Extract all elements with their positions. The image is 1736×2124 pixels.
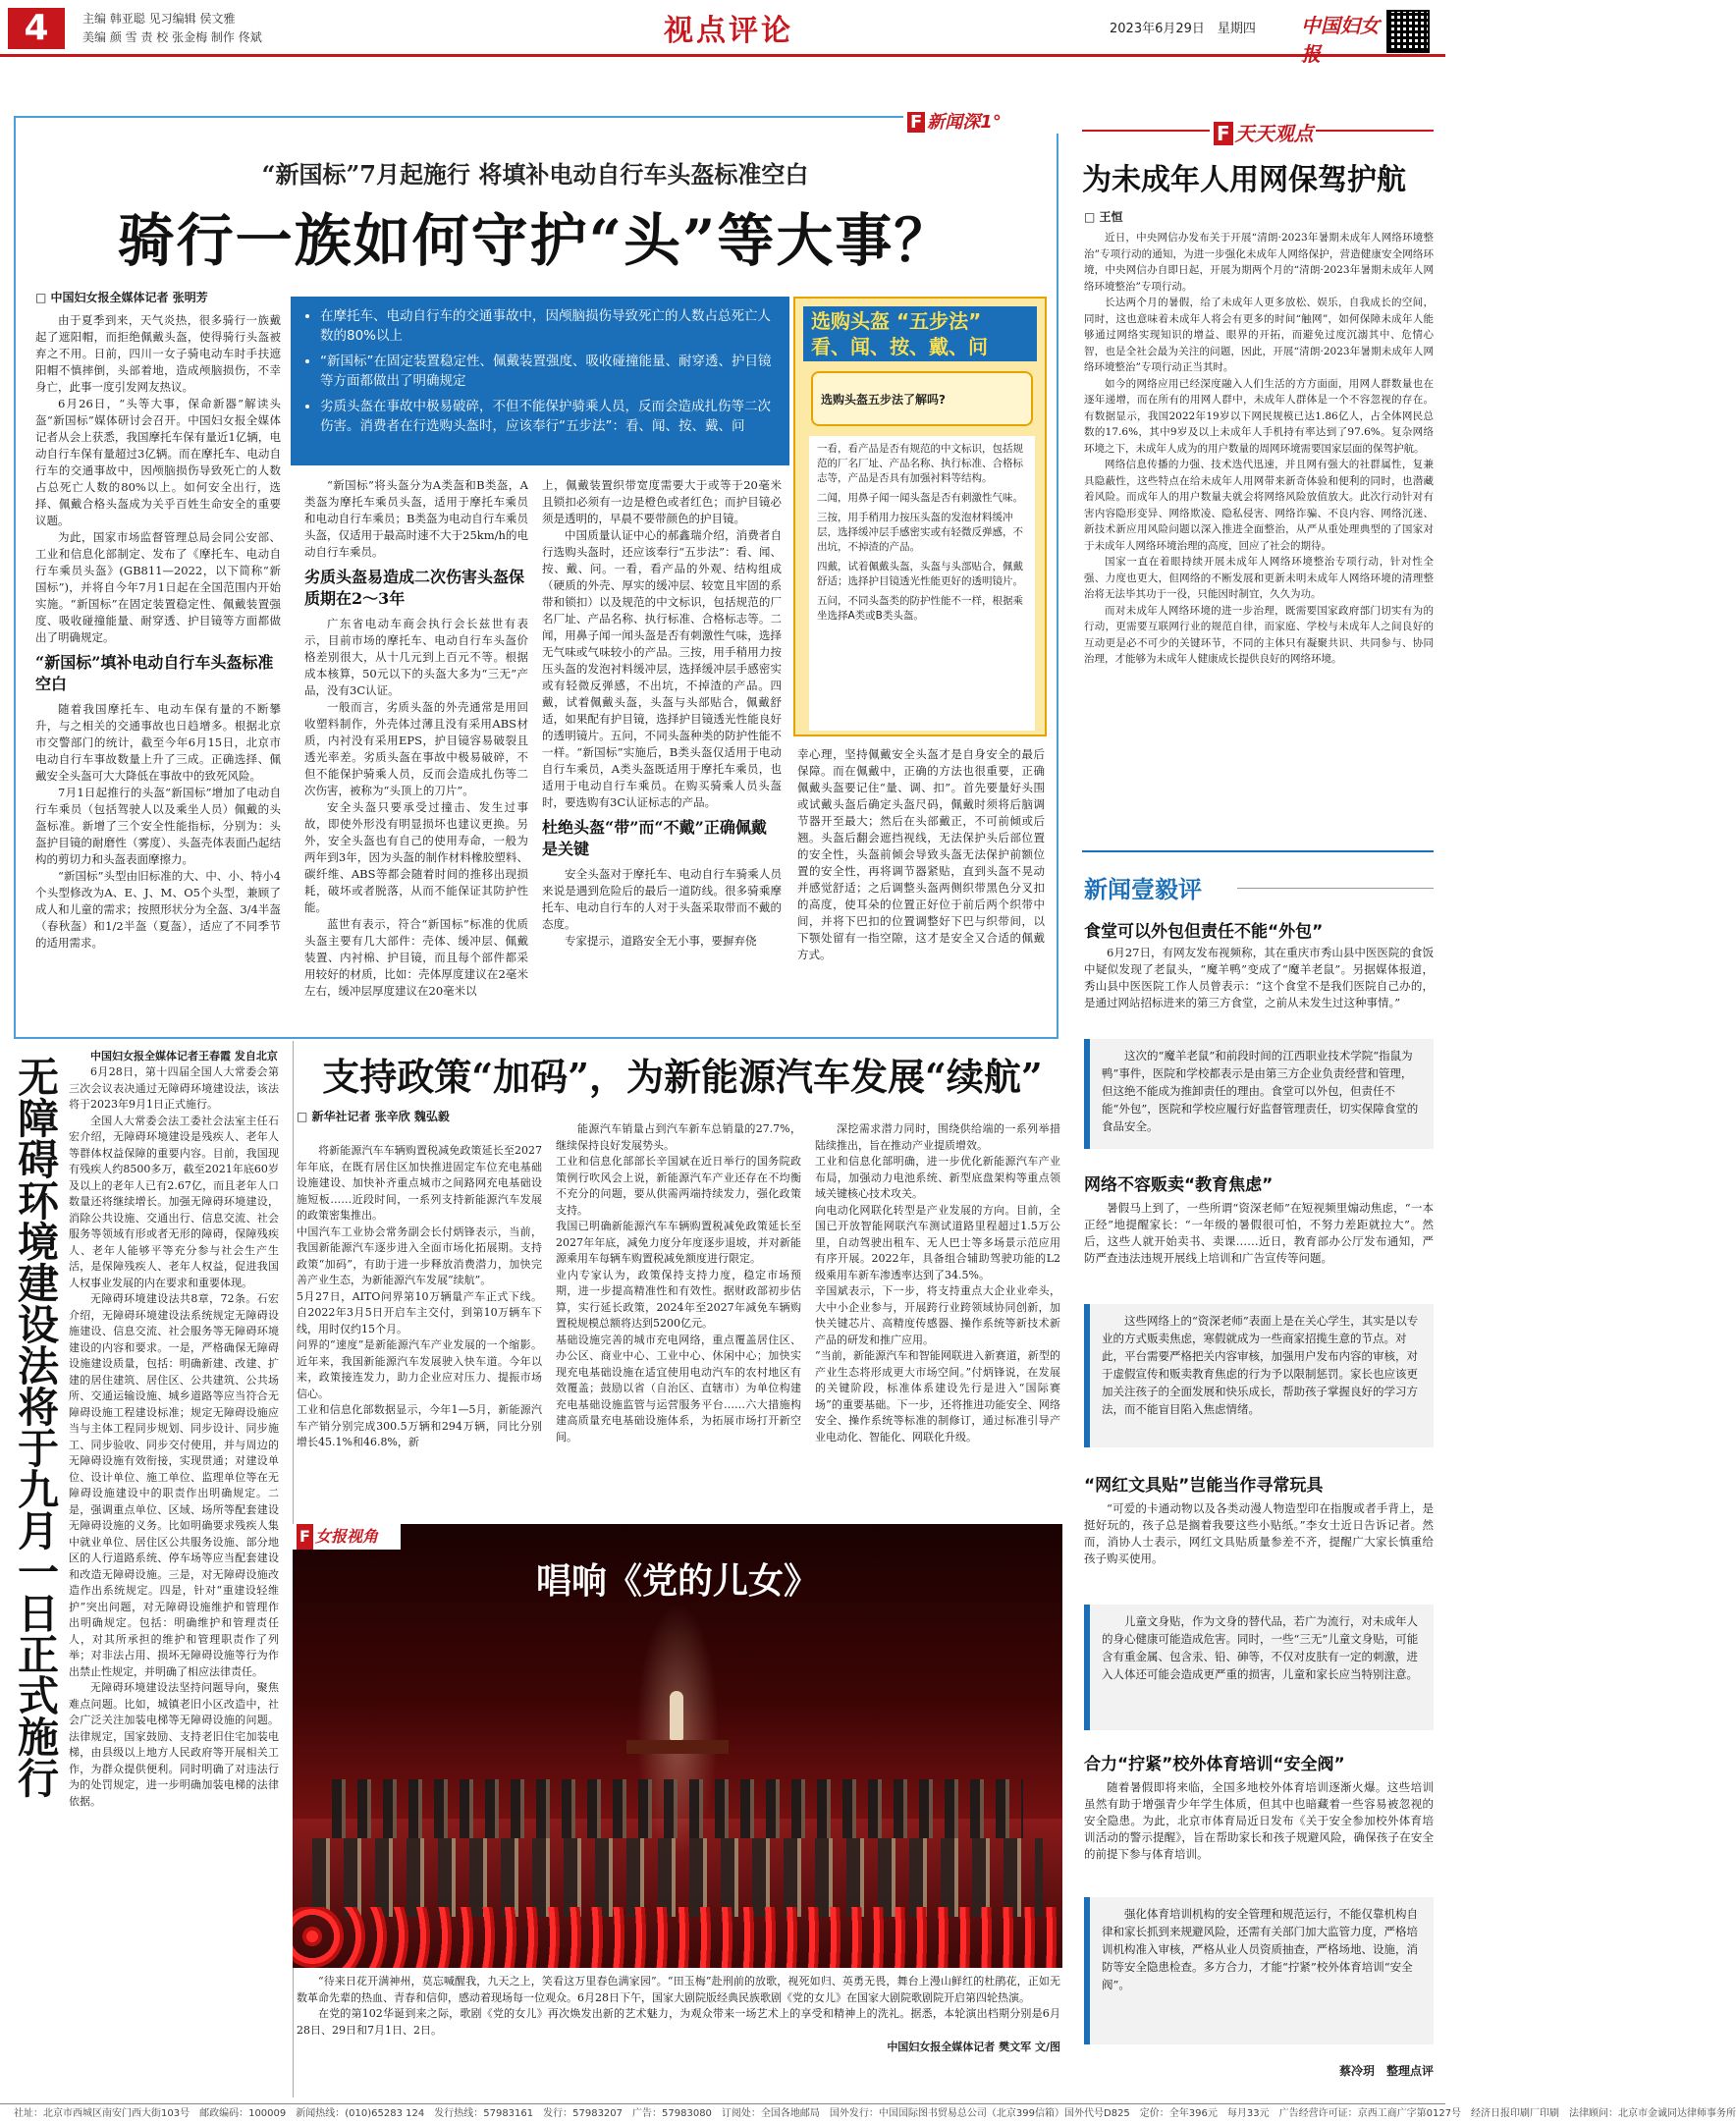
section-name: 视点评论	[664, 14, 793, 48]
paragraph: 中国质量认证中心的郝鑫瑞介绍，消费者自行选购头盔时，还应该奉行“五步法”：看、闻、按、戴、问。一看，看产品的外观、结构组成（硬质的外壳、厚实的缓冲层、较宽且牢固的系带和锁扣）以及规范的中文标识，包括规范的厂名厂址、产品名称、执行标准、合格标志等。二闻，用鼻子闻一闻头盔是否有刺激性气味，选择无气味或气味较小的产品。三按，用手稍用力按压头盔的发泡衬料缓冲层，选择缓冲层手感密实或有轻微反弹感，不出坑，不掉渣的产品。四戴，试着佩戴头盔，头盔与头部贴合，佩戴舒适，如果配有护目镜，选择护目镜透光性能良好的透明镜片。五问，不同头盔种类的防护性能不一样。“新国标”实施后，B类头盔仅适用于电动自行车乘员，A类头盔既适用于摩托车乘员，也适用于电动自行车乘员。在购买骑乘人员头盔时，要选购有3C认证标志的产品。	[542, 528, 782, 809]
feature-headline: 骑行一族如何守护“头”等大事？	[117, 207, 953, 274]
paragraph: 随着我国摩托车、电动车保有量的不断攀升，与之相关的交通事故也日趋增多。根据北京市交警部门的统计，截至今年6月15日，北京市电动自行车事故数量上升了三成。正确选择、佩戴安全头盔可大大降低在事故中的致死风险。	[35, 702, 281, 783]
article-byline: 中国妇女报全媒体记者王春霞 发自北京	[90, 1050, 278, 1062]
editorial-byline: □ 王恒	[1084, 210, 1123, 224]
paragraph: 将新能源汽车车辆购置税减免政策延长至2027年年底，在既有居住区加快推进固定车位充电基础设施建设、加快补齐重点城市之间路网充电基础设施短板……近段时间，一系列支持新能源汽车发展的政策密集推出。 中国汽车工业协会常务副会长付炳锋表示，当前，我国新能源汽车逐步进入全面市场化拓展期。支持政策“加码”，有助于进一步释放消费潜力，加快完善产业生态，为新能源汽车发展“续航”。 5月27日，AITO问界第10万辆量产车正式下线。自2022年3月5日开启车主交付，到第10万辆车下线，用时仅约15个月。 问界的“速度”是新能源汽车产业发展的一个缩影。近年来，我国新能源汽车发展驶入快车道。今年以来，政策接连发力，助力企业应对压力、提振市场信心。 工业和信息化部数据显示，今年1—5月，新能源汽车产销分别完成300.5万辆和294万辆，同比分别增长45.1%和46.8%，新	[297, 1144, 542, 1448]
feature-column-tag	[903, 108, 1060, 134]
paragraph: “新国标”将头盔分为A类盔和B类盔，A类盔为摩托车乘员头盔，适用于摩托车乘员和电动自行车乘员；B类盔为电动自行车乘员头盔，仅适用于最高时速不大于25km/h的电动自行车乘员。	[304, 478, 528, 559]
paragraph: 专家提示，道路安全无小事，要摒弃侥	[565, 934, 757, 948]
paragraph: 深挖需求潜力同时，围绕供给端的一系列举措陆续推出，旨在推动产业提质增效。 工业和信息化部明确，进一步优化新能源汽车产业布局，加强动力电池系统、新型底盘架构等重点领域关键核心技术攻关。 向电动化网联化转型是产业发展的方向。目前，全国已开放智能网联汽车测试道路里程超过1.5万公里，自动驾驶出租车、无人巴士等多场景示范应用有序开展。2022年，具备组合辅助驾驶功能的L2级乘用车新车渗透率达到了34.5%。 辛国斌表示，下一步，将支持重点大企业业牵头，大中小企业参与，开展跨行业跨领域协同创新，加快关键芯片、高精度传感器、操作系统等新技术新产品的研发和推广应用。 “当前，新能源汽车和智能网联进入新赛道，新型的产业生态将形成更大市场空间。”付炳锋说，在发展的关键阶段，标准体系建设先行是进入“国际赛场”的重要基础。下一步，还将推进功能安全、网络安全、操作系统等标准的制修订，通过标准引导产业电动化、智能化、网联化升级。	[815, 1122, 1060, 1443]
opera-stage-photo	[293, 1524, 1062, 1968]
commentary-body	[1084, 945, 1434, 1029]
paragraph: 由于夏季到来，天气炎热，很多骑行一族戴起了遮阳帽，而拒绝佩戴头盔，使得骑行头盔被弃之不用。日前，四川一女子骑电动车时手扶遮阳帽不慎摔倒，头部着地，造成颅脑损伤，不幸身亡，此事一度引发网友热议。	[35, 313, 281, 394]
paragraph: 安全头盔对于摩托车、电动自行车骑乘人员来说是遇到危险后的最后一道防线。很多骑乘摩托车、电动自行车的人对于头盔采取带而不戴的态度。	[542, 867, 782, 931]
editorial-body	[1084, 230, 1434, 837]
key-point: • 在摩托车、电动自行车的交通事故中，因颅脑损伤导致死亡的人数占总死亡人数的80%以上	[320, 306, 776, 346]
step-item: 四戴，试着佩戴头盔，头盔与头部贴合，佩戴舒适；选择护目镜透光性能更好的透明镜片。	[817, 561, 1023, 587]
column-tag-letter: F	[1214, 122, 1233, 145]
masthead	[0, 0, 1445, 66]
commentary-body	[1084, 1779, 1434, 1887]
infographic-question: 选购头盔五步法了解吗?	[811, 371, 1033, 426]
column-tag-text: 女报视角	[314, 1527, 378, 1546]
paragraph: 幸心理，坚持佩戴安全头盔才是自身安全的最后保障。而在佩戴中，正确的方法也很重要，正确佩戴头盔要记住“量、调、扣”。首先要量好头围或试戴头盔后确定头盔尺码，佩戴时须将后脑调节器开至最大；然后在头部戴正，不可前倾或后翘。头盔后翻会遮挡视线，无法保护头后部位置的安全性，头盔前倾会导致头盔无法保护前额位置的安全性，再将调节器紧贴，直到头盔不晃动并感觉舒适；之后调整头盔两侧织带黑色分叉扣的高度，使耳朵的位置正好位于前后两个织带中间，并将下巴扣的位置调整好下巴与织带间，以下颚处留有一指空隙，这才是安全又合适的佩戴方式。	[797, 747, 1045, 961]
photo-caption: “待来日花开满神州，莫忘喊醒我，九天之上，笑看这万里春色满家园”。“田玉梅”赴刑前的放歌，视死如归、英勇无畏，舞台上漫山鲜红的杜鹃花，正如无数革命先辈的热血、青春和信仰，感动着现场每一位观众。6月28日下午，国家大剧院版经典民族歌剧《党的女儿》在国家大剧院歌剧院开启第四轮热演。	[297, 1975, 1060, 2004]
infographic-steps	[809, 436, 1035, 731]
column-tag-text: 天天观点	[1234, 122, 1314, 145]
feature-column-3	[542, 477, 782, 1029]
paragraph: “新国标”头型由旧标准的大、中、小、特小4个头型修改为A、E、J、M、O5个头型，兼顾了成人和儿童的需求；按照形状分为全盔、3/4半盔（春秋盔）和1/2半盔（夏盔），适应了不同季节的适用需求。	[35, 869, 281, 950]
feature-kicker: “新国标”7月起施行 将填补电动自行车头盔标准空白	[261, 160, 809, 189]
helmet-guide-infographic	[793, 297, 1047, 736]
lead-singer-figure	[670, 1691, 683, 1740]
page-number: 4	[8, 8, 65, 49]
photo-title: 唱响《党的儿女》	[535, 1560, 819, 1602]
feature-column-2	[304, 477, 528, 1029]
paragraph: 近日，中央网信办发布关于开展“清朗·2023年暑期未成年人网络环境整治”专项行动的通知，为进一步强化未成年人网络保护，营造健康安全网络环境，中央网信办自即日起，开展为期两个月的“清朗·2023年暑期未成年人网络环境整治”专项行动。	[1084, 232, 1434, 293]
paragraph: 如今的网络应用已经深度融入人们生活的方方面面，用网人群数量也在逐年递增，而在所有的用网人群中，未成年人群体是一个不容忽视的存在。有数据显示，我国2022年19岁以下网民规模已达1.86亿人，占全体网民总数的17.6%，其中9岁及以上未成年人手机持有率达到了97.6%。复杂网络环境之下，未成年人成为的用户数量的周网环境需要国家层面的保驾护航。	[1084, 377, 1434, 455]
nev-column-2	[556, 1108, 801, 1512]
subheading: 劣质头盔易造成二次伤害头盔保质期在2～3年	[304, 568, 525, 608]
chorus-back-row	[332, 1779, 1023, 1838]
step-item: 五问，不同头盔类的防护性能不一样，根据乘坐选择A类或B类头盔。	[817, 595, 1023, 622]
paragraph: 6月26日，“头等大事，保命新器”解读头盔“新国标”媒体研讨会召开。中国妇女报全媒体记者从会上获悉，我国摩托车保有量近1亿辆，电动自行车保有量超过3亿辆。而在摩托车、电动自行车的交通事故中，因颅脑损伤导致死亡的人数占总死亡人数的80%以上。如何安全出行，选择、佩戴合格头盔成为关乎百姓生命安全的重要议题。	[35, 397, 281, 527]
editorial-title: 为未成年人用网保驾护航	[1082, 163, 1406, 197]
vertical-headline: 无障碍环境建设法将于九月一日正式施行	[12, 1056, 60, 1798]
divider	[1082, 130, 1210, 132]
paragraph: 全国人大常委会法工委社会法室主任石宏介绍，无障碍环境建设是残疾人、老年人等群体权益保障的重要内容。目前，我国现有残疾人约8500多万，截至2021年底60岁及以上的老年人已有2.67亿，而且老年人口数量还将继续增长。加强无障碍环境建设，消除公共设施、交通出行、信息交流、社会服务等领域有形或者无形的障碍，保障残疾人、老年人能够平等充分参与社会生产生活，是保障残疾人、老年人权益，促进我国人权事业发展的内在要求和重要体现。	[69, 1114, 279, 1289]
footer-imprint: 社址：北京市西城区南安门西大街103号 邮政编码：100009 新闻热线：(010)65283 124 发行热线：57983161 发行：57983207 广告：57983080 订阅处：全国各地邮局 国外发行：中国国际图书贸易总公司（北京399信箱）国外代号D825 定价：全年396元 每月33元 广告经营许可证：京西工商广字第0127号 经济日报印刷厂印刷 法律顾问：北京市金诚同达律师事务所	[0, 2103, 1445, 2124]
paragraph: 6月27日，有网友发布视频称，其在重庆市秀山县中医医院的食饭中疑似发现了老鼠头，“魔羊鸭”变成了“魔羊老鼠”。另据媒体报道，秀山县中医医院工作人员曾表示：“这个食堂不是我们医院自己办的，是通过网站招标进来的第三方食堂，之前从未发生过这种事情。”	[1084, 946, 1434, 1009]
step-item: 三按，用手稍用力按压头盔的发泡材料缓冲层，选择缓冲层手感密实或有轻微反弹感，不出坑，不掉渣的产品。	[817, 512, 1023, 553]
photo-caption-block	[297, 1974, 1060, 2099]
paragraph: 网络信息传播的力强、技术迭代迅速，并且网有强大的社群属性，复兼具隐蔽性，这些特点在给未成年人用网带来新奇体验和便利的同时，也潜藏着风险。而成年人的用户数量夫就会将网络风险放值放大。此次行动针对有害内容隐形变异、网络欺凌、隐私侵害、网络诈骗、不良内容、网络沉迷、新技术新应用风险问题以深入推进全面整治，从严从重处理典型的了国家对于未成年人网络环境治理的高度，回应了社会的期待。	[1084, 459, 1434, 552]
commentary-quote: 这些网络上的“资深老师”表面上是在关心学生，其实是以专业的方式贩卖焦虑，寒假就成为一些商家招揽生意的节点。对此，平台需要严格把关内容审核，加强用户发布内容的审核，对于虚假宣传和贩卖教育焦虑的行为予以限制惩罚。家长也应该更加关注孩子的全面发展和快乐成长，帮助孩子掌握良好的学习方法，而不能盲目陷入焦虑情绪。	[1084, 1304, 1434, 1447]
paragraph: 6月28日，第十四届全国人大常委会第三次会议表决通过无障碍环境建设法，该法将于2023年9月1日正式施行。	[69, 1065, 279, 1111]
commentary-title: 网络不容贩卖“教育焦虑”	[1084, 1175, 1274, 1195]
subheading: 杜绝头盔“带”而“不戴”正确佩戴是关键	[542, 818, 767, 858]
commentary-title: “网红文具贴”岂能当作寻常玩具	[1084, 1476, 1324, 1496]
feature-column-1	[35, 312, 281, 1029]
paragraph: 上，佩戴装置织带宽度需要大于或等于20毫米且锁扣必须有一边是橙色或者红色；而护目镜必须是透明的，早晨不要带颜色的护目镜。	[542, 478, 782, 525]
paragraph: 长达两个月的暑假，给了未成年人更多放松、娱乐，自我成长的空间，同时，这也意味着未成年人将会有更多的时间“触网”，如何保障未成年人能够通过网络实现知识的增益、眼界的开拓，而避免过度沉溺其中、危情心智，也是全社会最为关注的问题，因此，开展“清朗·2023年暑期未成年人网络环境整治”专项行动正当其时。	[1084, 297, 1434, 373]
paragraph: “可爱的卡通动物以及各类动漫人物造型印在指腹或者手背上，是挺好玩的，孩子总是搁着我要这些小贴纸。”李女士近日告诉记者。然而，消协人士表示，网红文具贴质量参差不齐，提醒广大家长慎重给孩子购买使用。	[1084, 1501, 1434, 1565]
accessibility-law-article	[69, 1049, 279, 2099]
key-point: • “新国标”在固定装置稳定性、佩戴装置强度、吸收碰撞能量、耐穿透、护目镜等方面都做出了明确规定	[320, 352, 776, 391]
nev-headline: 支持政策“加码”，为新能源汽车发展“续航”	[322, 1055, 1043, 1099]
commentary-quote: 儿童文身贴，作为文身的替代品，若广为流行，对未成年人的身心健康可能造成危害。同时，一些“三无”儿童文身贴，可能含有重金属、包含汞、铅、砷等，不仅对皮肤有一定的刺激，进入人体还可能会造成更严重的损害，儿童和家长应当特别注意。	[1084, 1605, 1434, 1730]
key-points-box	[291, 297, 789, 465]
divider	[1237, 888, 1434, 889]
vertical-article-bottom	[0, 1980, 285, 2099]
issue-date: 2023年6月29日 星期四	[1110, 22, 1256, 36]
editor-credits	[82, 10, 338, 47]
column-tag-letter: F	[907, 112, 925, 133]
feature-byline: □ 中国妇女报全媒体记者 张明芳	[35, 291, 208, 304]
commentary-title: 食堂可以外包但责任不能“外包”	[1084, 922, 1324, 942]
commentary-body	[1084, 1500, 1434, 1593]
editors-line-2: 美编 颜 雪 责 校 张金梅 制作 佟斌	[82, 30, 262, 44]
photo-caption-2: 在党的第102华诞到来之际，歌剧《党的女儿》再次焕发出新的艺术魅力，为观众带来一场艺术上的享受和精神上的洗礼。据悉，本轮演出档期分别是6月28日、29日和7月1日、2日。	[297, 2007, 1060, 2037]
nev-byline: □ 新华社记者 张辛欣 魏弘毅	[297, 1110, 450, 1123]
azalea-flowers	[293, 1907, 1062, 1968]
paragraph: 暑假马上到了，一些所谓“资深老师”在短视频里煽动焦虑，“一本正经”地提醒家长：“一年级的暑假很可怕，不努力差距就拉大”。然后，这些人就开始卖书、卖课……近日，教育部办公厅发布通知，严防严查违法违规开展线上培训和广告宣传等问题。	[1084, 1201, 1434, 1265]
paragraph: 一般而言，劣质头盔的外壳通常是用回收塑料制作，外壳体过薄且没有采用ABS材质，内衬没有采用EPS，护目镜容易破裂且透光率差。劣质头盔在事故中极易破碎，不但不能保护骑乘人员，反而会造成扎伤等二次伤害，被称为“头顶上的刀片”。	[304, 700, 528, 797]
editors-line-1: 主编 韩亚聪 见习编辑 侯文雅	[82, 12, 236, 26]
paragraph: 7月1日起推行的头盔“新国标”增加了电动自行车乘员（包括驾驶人以及乘坐人员）佩戴的头盔标准。新增了三个安全性能指标，分别为：头盔护目镜的耐磨性（雾度）、头盔壳体表面凸起结构的剪切力和头盔表面摩擦力。	[35, 786, 281, 866]
feature-column-4	[797, 746, 1045, 1029]
photo-column-tag	[293, 1524, 401, 1550]
paragraph: 为此，国家市场监督管理总局会同公安部、工业和信息化部制定、发布了《摩托车、电动自行车乘员头盔》(GB811—2022，以下简称“新国标”)，并将自今年7月1日起在全国范围内开始实施。“新国标”在固定装置稳定性、佩戴装置强度、吸收碰撞能量、耐穿透、护目镜等方面都做出了明确规定。	[35, 530, 281, 644]
column-tag-text: 新闻深1°	[927, 112, 1002, 133]
photo-credit: 中国妇女报全媒体记者 樊文军 文/图	[887, 2041, 1060, 2053]
nev-column-1	[297, 1129, 542, 1512]
right-column-tag	[1214, 118, 1420, 146]
step-item: 二闻，用鼻子闻一闻头盔是否有刺激性气味。	[817, 492, 1023, 504]
key-point: • 劣质头盔在事故中极易破碎，不但不能保护骑乘人员，反而会造成扎伤等二次伤害。消费者在行选购头盔时，应该奉行“五步法”：看、闻、按、戴、问	[320, 397, 776, 436]
paragraph: 国家一直在着眼持续开展未成年人网络环境整治专项行动，针对性全强、力度也更大，但网络的不断发展和更新未明未成年人网络环境的清理整治将无法毕其功于一役，只能因时制宜，久久为功。	[1084, 556, 1434, 600]
subheading: “新国标”填补电动自行车头盔标准空白	[35, 653, 274, 693]
key-points-list	[304, 306, 776, 436]
chorus-front-row	[312, 1838, 1043, 1917]
paragraph: 无障碍环境建设法坚持问题导向，聚焦难点问题。比如，城镇老旧小区改造中，社会广泛关注加装电梯等无障碍设施的问题。法律规定，国家鼓励、支持老旧住宅加装电梯，由县级以上地方人民政府等开展相关工作，为群众提供便利。同时明确了对违法行为的处罚规定，进一步明确加装电梯的法律依据。	[69, 1681, 279, 1808]
nev-column-3	[815, 1108, 1060, 1512]
paragraph: 广东省电动车商会执行会长兹世有表示，目前市场的摩托车、电动自行车头盔价格差别很大，从十几元到上百元不等。根据成本核算，50元以下的头盔大多为“三无”产品，没有3C认证。	[304, 617, 528, 697]
paragraph: 安全头盔只要承受过撞击、发生过事故，即使外形没有明显损坏也建议更换。另外，安全头盔也有自己的使用寿命，一般为两年到3年，因为头盔的制作材料橡胶塑料、碳纤维、ABS等都会随着时间的推移出现损耗，破坏或者脱落，从而不能保证其防护性能。	[304, 800, 528, 914]
divider	[1082, 850, 1434, 852]
infographic-header	[803, 306, 1037, 361]
divider	[1316, 130, 1434, 132]
commentary-body	[1084, 1200, 1434, 1292]
brand-logo: 中国妇女报	[1301, 14, 1380, 66]
paragraph: 无障碍环境建设法共8章，72条。石宏介绍，无障碍环境建设法系统规定无障碍设施建设、信息交流、社会服务等无障碍环境建设的内容和要求。一是，严格确保无障碍设施建设质量，包括：明确新建、改建、扩建的居住建筑、居住区、公共建筑、公共场所、交通运输设施、城乡道路等应当符合无障碍设施工程建设标准；规定无障碍设施应当与主体工程同步规划、同步设计、同步施工、同步验收、同步交付使用，并与周边的无障碍设施有效衔接，实现贯通；对建设单位、设计单位、施工单位、监理单位等在无障碍设施建设中的职责作出明确规定。二是，强调重点单位、区域、场所等配套建设无障碍设施的义务。比如明确要求残疾人集中就业单位、居住区公共服务设施、部分地区的人行道路系统、停车场等应当配套建设和改造无障碍设施。三是，对无障碍设施改造作出系统规定。四是，针对“重建设轻维护”突出问题，对无障碍设施维护和管理作出明确规定。包括：明确维护和管理责任人，对其所承担的维护和管理职责作了列举；对非法占用、损坏无障碍设施等行为作出禁止性规定，并明确了相应法律责任。	[69, 1292, 279, 1678]
step-item: 一看，看产品是否有规范的中文标识，包括规范的厂名厂址、产品名称、执行标准、合格标志等，产品是否具有加强衬料等结构。	[817, 443, 1023, 484]
paragraph: 蓝世有表示，符合“新国标”标准的优质头盔主要有几大部件：壳体、缓冲层、佩戴装置、内衬棉、护目镜，而且每个部件都采用较好的材质，比如：壳体厚度建议在2毫米左右，缓冲层厚度建议在20毫米以	[304, 917, 528, 998]
paragraph: 能源汽车销量占到汽车新车总销量的27.7%，继续保持良好发展势头。 工业和信息化部部长辛国斌在近日举行的国务院政策例行吹风会上说，新能源汽车产业还存在不均衡不充分的问题，要从供需两端持续发力，强化政策支持。 我国已明确新能源汽车车辆购置税减免政策延长至2027年年底，减免力度分年度逐步退坡，并对新能源乘用车每辆车购置税减免额度进行限定。 业内专家认为，政策保持支持力度，稳定市场预期，进一步提高精准性和有效性。据财政部初步估算，实行延长政策，2024年至2027年减免车辆购置税规模总额将达到5200亿元。 基础设施完善的城市充电网络，重点覆盖居住区、办公区、商业中心、工业中心、休闲中心；加快实现充电基础设施在适宜使用电动汽车的农村地区有效覆盖；鼓励以省（自治区、直辖市）为单位构建充电基础设施监管与运营服务平台……六大措施构建高质量充电基础设施体系，为拓展市场打开新空间。	[556, 1122, 801, 1443]
commentary-section-title: 新闻壹毅评	[1084, 876, 1202, 903]
stage-platform	[626, 1740, 729, 1754]
compiler-credit: 蔡冷玥 整理点评	[1338, 2064, 1434, 2078]
qr-code-icon	[1386, 10, 1430, 53]
column-tag-letter: F	[297, 1524, 313, 1550]
commentary-quote: 这次的“魔羊老鼠”和前段时间的江西职业技术学院“指鼠为鸭”事件，医院和学校都表示是由第三方企业负责经营和管理，但这绝不能成为推卸责任的理由。食堂可以外包，但责任不能“外包”，医院和学校应履行好监督管理责任，切实保障食堂的食品安全。	[1084, 1039, 1434, 1149]
infographic-subtitle: 看、闻、按、戴、问	[811, 335, 988, 358]
paragraph: 随着暑假即将来临，全国多地校外体育培训逐渐火爆。这些培训虽然有助于增强青少年学生体质，但其中也暗藏着一些容易被忽视的安全隐患。为此，北京市体育局近日发布《关于安全参加校外体育培训活动的警示提醒》，旨在帮助家长和孩子规避风险，确保孩子在安全的前提下参与体育培训。	[1084, 1780, 1434, 1861]
commentary-quote: 强化体育培训机构的安全管理和规范运行，不能仅靠机构自律和家长抓到来规避风险，还需有关部门加大监管力度，严格培训机构准入审核，严格从业人员资质抽查，严格场地、设施，消防等安全隐患检查。多方合力，才能“拧紧”校外体育培训“安全阀”。	[1084, 1897, 1434, 2044]
infographic-title: 选购头盔 “五步法”	[811, 309, 982, 333]
paragraph: 而对未成年人网络环境的进一步治理，既需要国家政府部门切实有为的行动，更需要互联网行业的规范自律，而家庭、学校与未成年人之间良好的互动更是必不可少的关键环节，不同的主体只有凝聚共识、共同参与、协同治理，才能够为未成年人健康成长提供良好的网络环境。	[1084, 604, 1434, 665]
commentary-title: 合力“拧紧”校外体育培训“安全阀”	[1084, 1755, 1345, 1774]
